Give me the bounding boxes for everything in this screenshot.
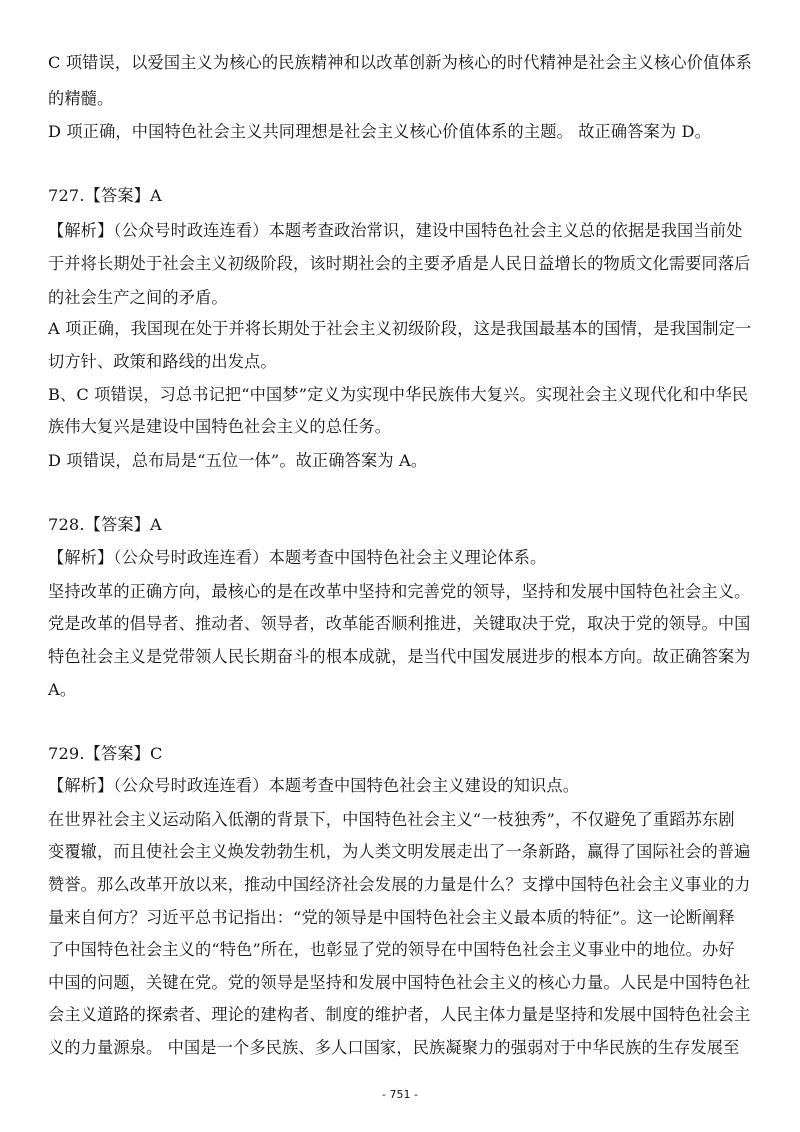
text-line: B、C 项错误，习总书记把“中国梦”定义为实现中华民族伟大复兴。实现社会主义现代化和中华民 bbox=[48, 385, 749, 404]
text-line: 切方针、政策和路线的出发点。 bbox=[48, 352, 277, 371]
text-line: 会主义道路的探索者、理论的建构者、制度的维护者，人民主体力量是坚持和发展中国特色社会主 bbox=[48, 1005, 751, 1024]
text-line: 【解析】（公众号时政连连看）本题考查政治常识，建设中国特色社会主义总的依据是我国当前处 bbox=[48, 221, 743, 240]
text-line: 特色社会主义是党带领人民长期奋斗的根本成就，是当代中国发展进步的根本方向。故正确答案为 bbox=[48, 647, 751, 666]
answer-heading-729: 729.【答案】C bbox=[48, 744, 163, 763]
text-line: 义的力量源泉。 中国是一个多民族、多人口国家，民族凝聚力的强弱对于中华民族的生存发展至 bbox=[48, 1038, 740, 1057]
text-line: 党是改革的倡导者、推动者、领导者，改革能否顺利推进，关键取决于党，取决于党的领导。中国 bbox=[48, 614, 751, 633]
text-line: 【解析】（公众号时政连连看）本题考查中国特色社会主义理论体系。 bbox=[48, 548, 547, 567]
text-line: 的精髓。 bbox=[48, 89, 114, 108]
text-line: 族伟大复兴是建设中国特色社会主义的总任务。 bbox=[48, 417, 392, 436]
text-line: A 项正确，我国现在处于并将长期处于社会主义初级阶段，这是我国最基本的国情，是我国制定一 bbox=[48, 319, 752, 338]
page-number: - 751 - bbox=[382, 1088, 418, 1101]
text-line: 变覆辙，而且使社会主义焕发勃勃生机，为人类文明发展走出了一条新路，赢得了国际社会的普遍 bbox=[48, 842, 751, 861]
text-line: 坚持改革的正确方向，最核心的是在改革中坚持和完善党的领导，坚持和发展中国特色社会主义。 bbox=[48, 582, 751, 601]
text-line: 量来自何方？习近平总书记指出：“党的领导是中国特色社会主义最本质的特征”。这一论断阐释 bbox=[48, 908, 735, 927]
text-line: C 项错误，以爱国主义为核心的民族精神和以改革创新为核心的时代精神是社会主义核心价值体系 bbox=[48, 53, 753, 72]
answer-heading-728: 728.【答案】A bbox=[48, 515, 162, 534]
text-line: 中国的问题，关键在党。党的领导是坚持和发展中国特色社会主义的核心力量。人民是中国特色社 bbox=[48, 973, 751, 992]
text-line: 赞誉。那么改革开放以来，推动中国经济社会发展的力量是什么？支撑中国特色社会主义事业的力 bbox=[48, 875, 751, 894]
text-line: A。 bbox=[48, 680, 77, 699]
text-line: 于并将长期处于社会主义初级阶段，该时期社会的主要矛盾是人民日益增长的物质文化需要同落后 bbox=[48, 254, 751, 273]
text-line: 了中国特色社会主义的“特色”所在，也彰显了党的领导在中国特色社会主义事业中的地位。办好 bbox=[48, 940, 735, 959]
text-line: 在世界社会主义运动陷入低潮的背景下，中国特色社会主义“一枝独秀”，不仅避免了重蹈苏东剧 bbox=[48, 810, 735, 829]
text-line: 的社会生产之间的矛盾。 bbox=[48, 288, 228, 307]
text-line: D 项正确，中国特色社会主义共同理想是社会主义核心价值体系的主题。 故正确答案为 D。 bbox=[48, 122, 711, 141]
text-line: D 项错误，总布局是“五位一体”。故正确答案为 A。 bbox=[48, 451, 428, 470]
text-line: 【解析】（公众号时政连连看）本题考查中国特色社会主义建设的知识点。 bbox=[48, 776, 580, 795]
answer-heading-727: 727.【答案】A bbox=[48, 186, 162, 205]
